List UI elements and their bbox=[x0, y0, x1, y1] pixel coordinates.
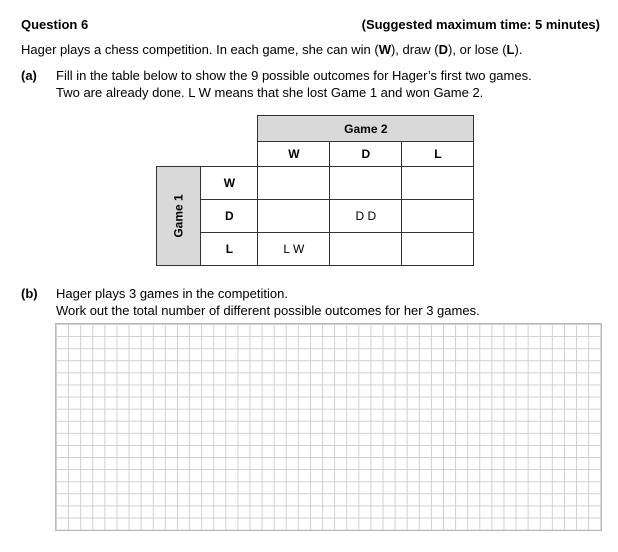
cell-l-l[interactable] bbox=[402, 233, 474, 266]
game2-header: Game 2 bbox=[258, 116, 474, 142]
intro-text-2: ), draw ( bbox=[390, 42, 439, 57]
part-b-line1: Hager plays 3 games in the competition. bbox=[56, 286, 288, 301]
cell-w-d[interactable] bbox=[330, 167, 402, 200]
part-a-line1: Fill in the table below to show the 9 possible outcomes for Hager’s first two games. bbox=[56, 68, 532, 83]
working-grid[interactable] bbox=[55, 323, 602, 531]
cell-d-w[interactable] bbox=[258, 200, 330, 233]
col-header-l: L bbox=[402, 142, 474, 167]
part-a-line2: Two are already done. L W means that she lost Game 1 and won Game 2. bbox=[56, 85, 484, 100]
cell-w-l[interactable] bbox=[402, 167, 474, 200]
time-note: (Suggested maximum time: 5 minutes) bbox=[361, 17, 600, 32]
part-b-label: (b) bbox=[21, 286, 38, 301]
part-a-label: (a) bbox=[21, 68, 37, 83]
cell-l-w[interactable]: L W bbox=[258, 233, 330, 266]
outcome-table bbox=[156, 115, 474, 266]
game1-label: Game 1 bbox=[171, 194, 186, 238]
question-intro bbox=[21, 42, 522, 57]
intro-win: W bbox=[378, 42, 391, 57]
col-header-w: W bbox=[258, 142, 330, 167]
cell-l-d[interactable] bbox=[330, 233, 402, 266]
row-header-w: W bbox=[201, 167, 258, 200]
row-header-d: D bbox=[201, 200, 258, 233]
intro-draw: D bbox=[438, 42, 449, 57]
intro-text-3: ), or lose ( bbox=[448, 42, 507, 57]
intro-text-4: ). bbox=[514, 42, 523, 57]
question-title: Question 6 bbox=[21, 17, 89, 32]
col-header-d: D bbox=[330, 142, 402, 167]
part-b-line2: Work out the total number of different possible outcomes for her 3 games. bbox=[56, 303, 480, 318]
intro-lose: L bbox=[506, 42, 515, 57]
intro-text-1: Hager plays a chess competition. In each game, she can win ( bbox=[21, 42, 379, 57]
cell-d-l[interactable] bbox=[402, 200, 474, 233]
row-header-l: L bbox=[201, 233, 258, 266]
game1-header bbox=[157, 167, 201, 266]
cell-w-w[interactable] bbox=[258, 167, 330, 200]
cell-d-d[interactable]: D D bbox=[330, 200, 402, 233]
